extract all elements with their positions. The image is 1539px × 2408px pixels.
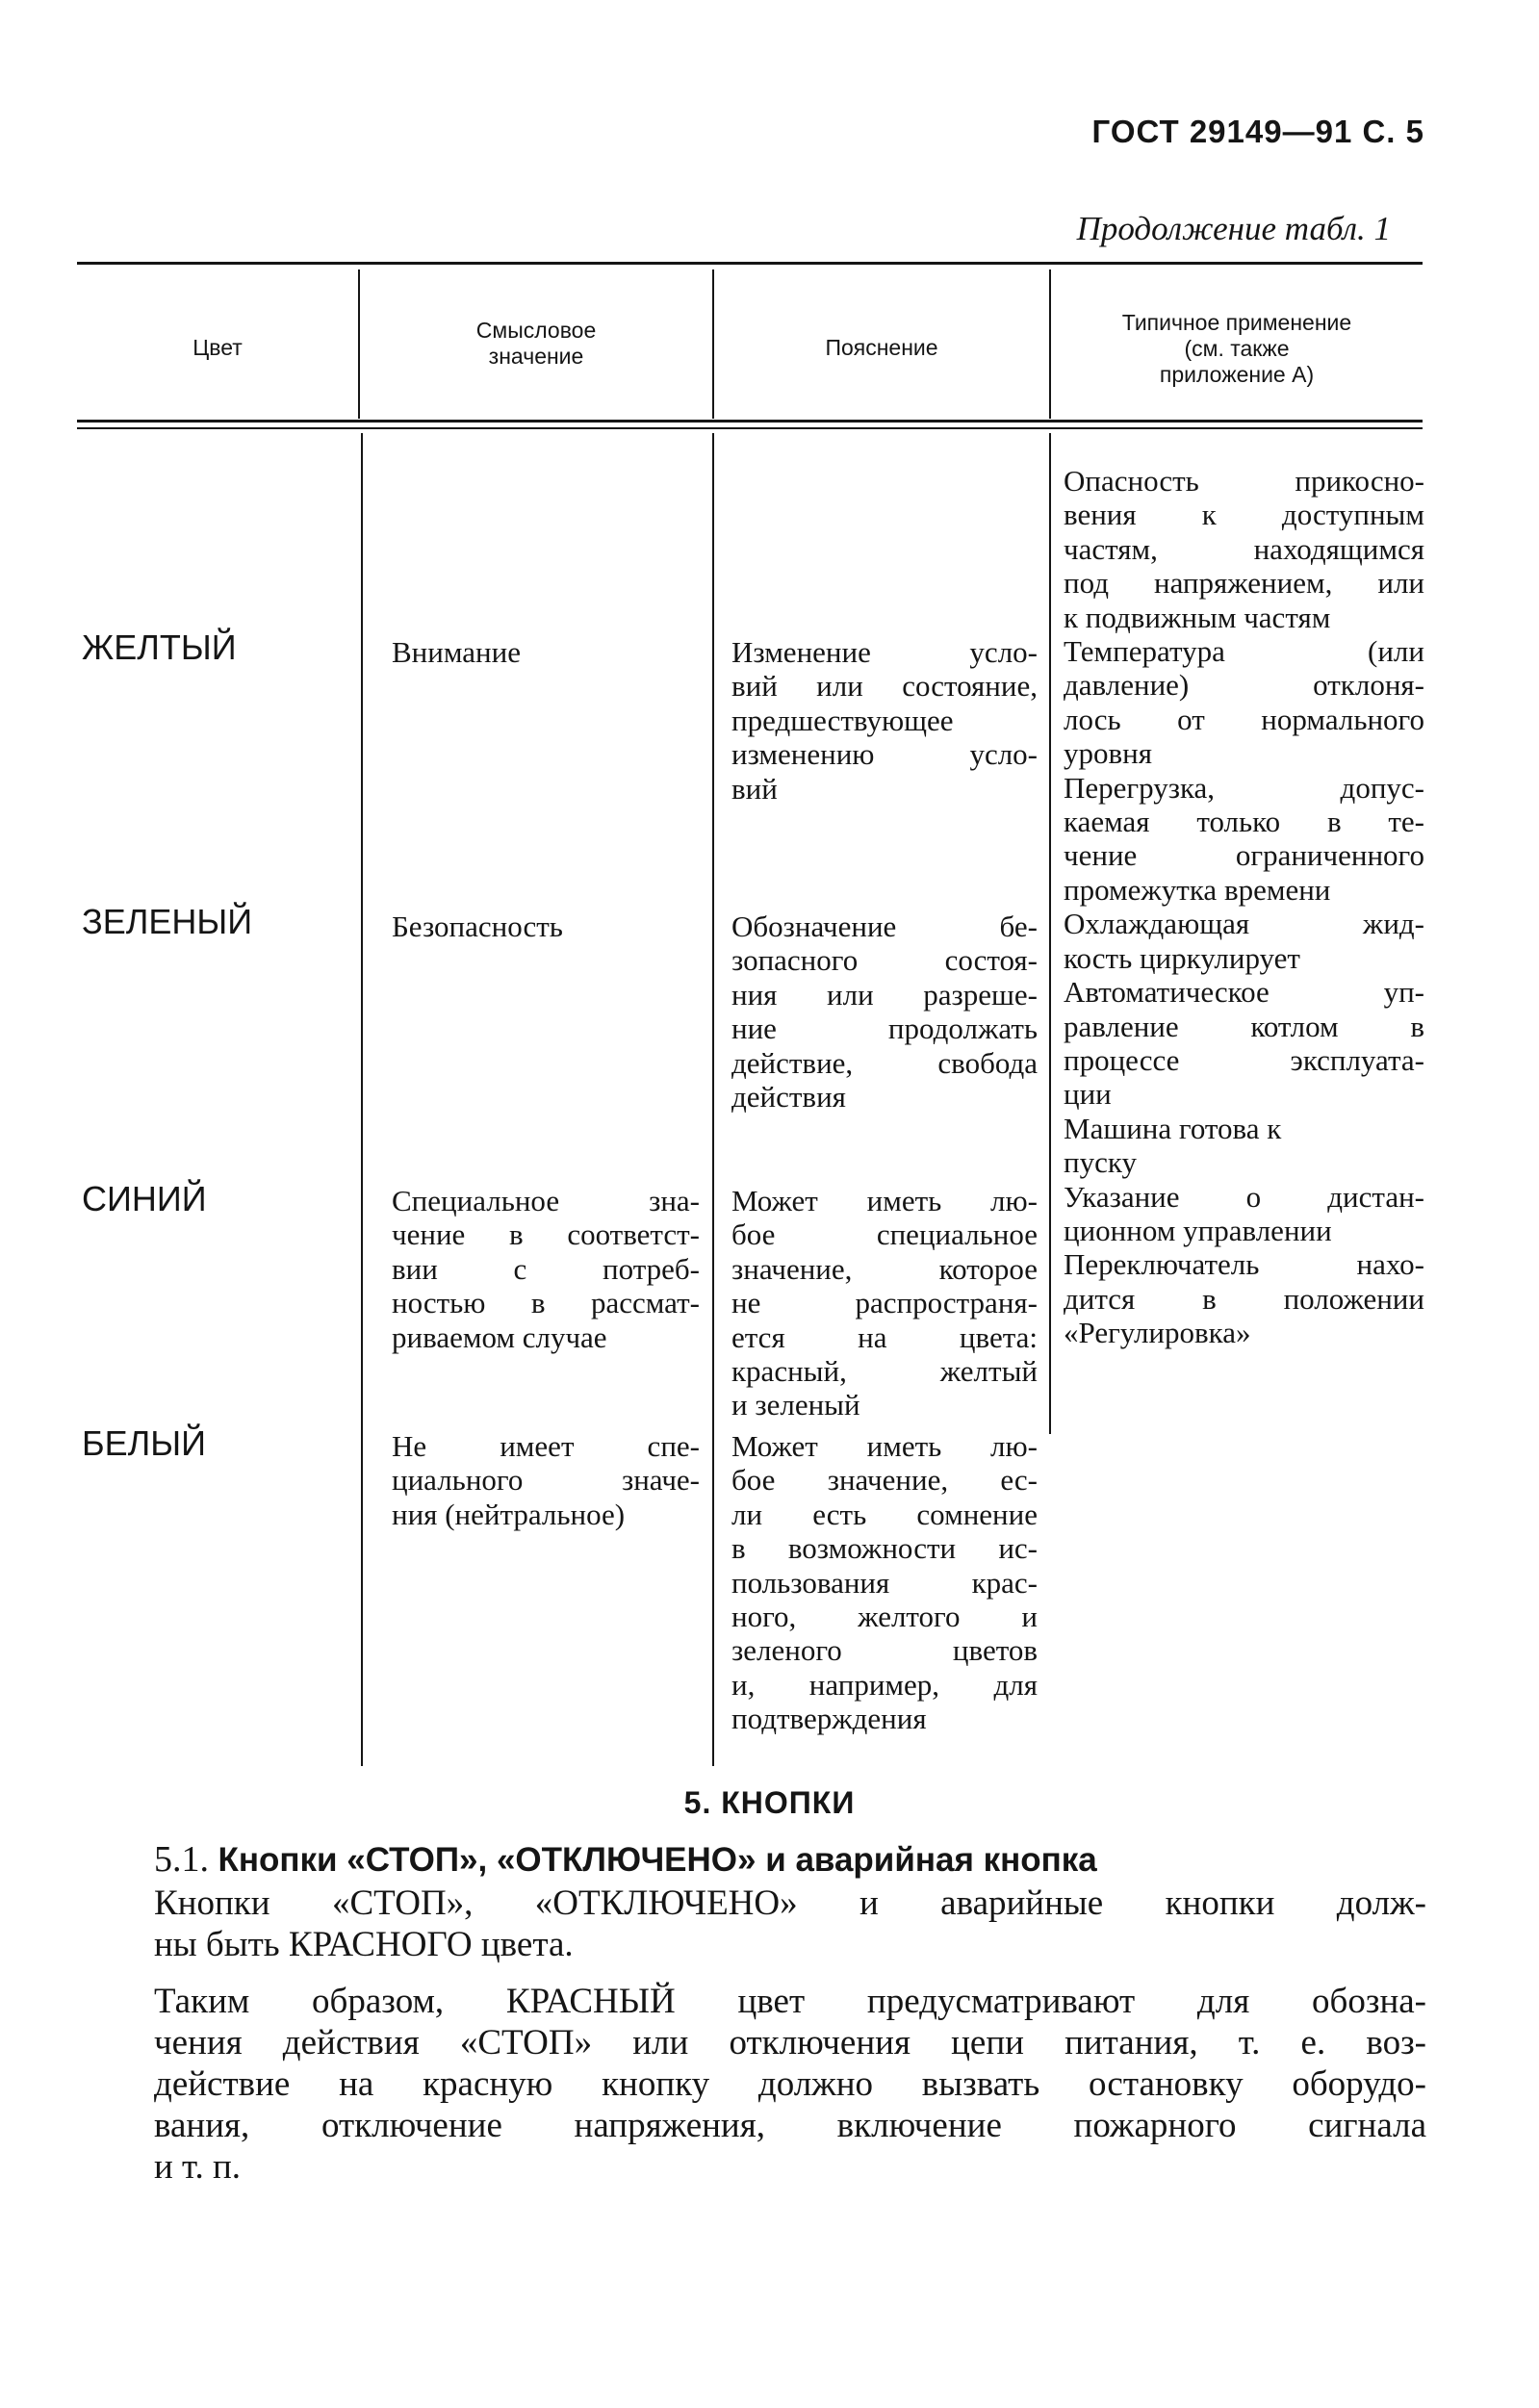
subsection-heading: Кнопки «СТОП», «ОТКЛЮЧЕНО» и аварийная кнопка (218, 1841, 1097, 1879)
paragraph-1: Кнопки «СТОП», «ОТКЛЮЧЕНО» и аварийные кнопки долж- ны быть КРАСНОГО цвета. (154, 1883, 1426, 1964)
column-separator-2-body (712, 433, 714, 1766)
column-separator-3-body (1049, 433, 1051, 1434)
row-color-yellow: ЖЕЛТЫЙ (82, 628, 237, 667)
row-color-white: БЕЛЫЙ (82, 1423, 207, 1463)
row-explanation-green: Обозначение бе- зопасного состоя- ния или разреше- ние продолжать действие, свобода действия (731, 909, 1038, 1114)
column-separator-1-body (361, 433, 363, 1766)
row-meaning-yellow: Внимание (392, 635, 521, 669)
page-header: ГОСТ 29149—91 С. 5 (1091, 114, 1424, 149)
table-continuation-label: Продолжение табл. 1 (1076, 210, 1391, 247)
header-application: Типичное применение (см. также приложение А) (1121, 310, 1352, 387)
row-meaning-blue: Специальное зна- чение в соответст- вии с потреб- ностью в рассмат- риваемом случае (392, 1184, 700, 1354)
subsection-title (154, 1838, 1434, 1881)
header-meaning: Смысловое значение (475, 318, 597, 369)
row-explanation-blue: Может иметь лю- бое специальное значение, которое не распространя- ется на цвета: красный, желтый и зеленый (731, 1184, 1038, 1422)
section-title: 5. КНОПКИ (683, 1785, 856, 1820)
row-explanation-yellow: Изменение усло- вий или состояние, предшествующее изменению усло- вий (731, 635, 1038, 806)
paragraph-2: Таким образом, КРАСНЫЙ цвет предусматривают для обозна- чения действия «СТОП» или отключения цепи питания, т. е. воз- действие на красную кнопку должно вызвать остановку оборудо- вания, отключение напряжения, включение пожарного сигнала и т. п. (154, 1982, 1426, 2187)
row-color-green: ЗЕЛЕНЫЙ (82, 902, 253, 941)
application-column: Опасность прикосно- вения к доступным частям, находящимся под напряжением, или к подвижным частям Температура (или давление) отклоня- лось от нормального уровня Перегрузка, допус- каемая только в те- чение ограниченного промежутка времени Охлаждающая жид- кость циркулирует Автоматическое уп- равление котлом в процессе эксплуата- ции Машина готова к пуску Указание о дистан- ционном управлении Переключатель нахо- дится в положении «Регулировка» (1064, 464, 1424, 1350)
table-top-rule (77, 262, 1423, 265)
row-meaning-white: Не имеет спе- циального значе- ния (нейтральное) (392, 1429, 700, 1531)
row-color-blue: СИНИЙ (82, 1179, 207, 1218)
subsection-number: 5.1. (154, 1839, 209, 1880)
table-header-rule (77, 420, 1423, 423)
row-explanation-white: Может иметь лю- бое значение, ес- ли есть сомнение в возможности ис- пользования крас- ного, желтого и зеленого цветов и, например, для подтверждения (731, 1429, 1038, 1736)
table-header-rule-2 (77, 427, 1423, 429)
header-color: Цвет (192, 335, 243, 360)
header-explanation: Пояснение (825, 335, 938, 360)
row-meaning-green: Безопасность (392, 909, 563, 943)
